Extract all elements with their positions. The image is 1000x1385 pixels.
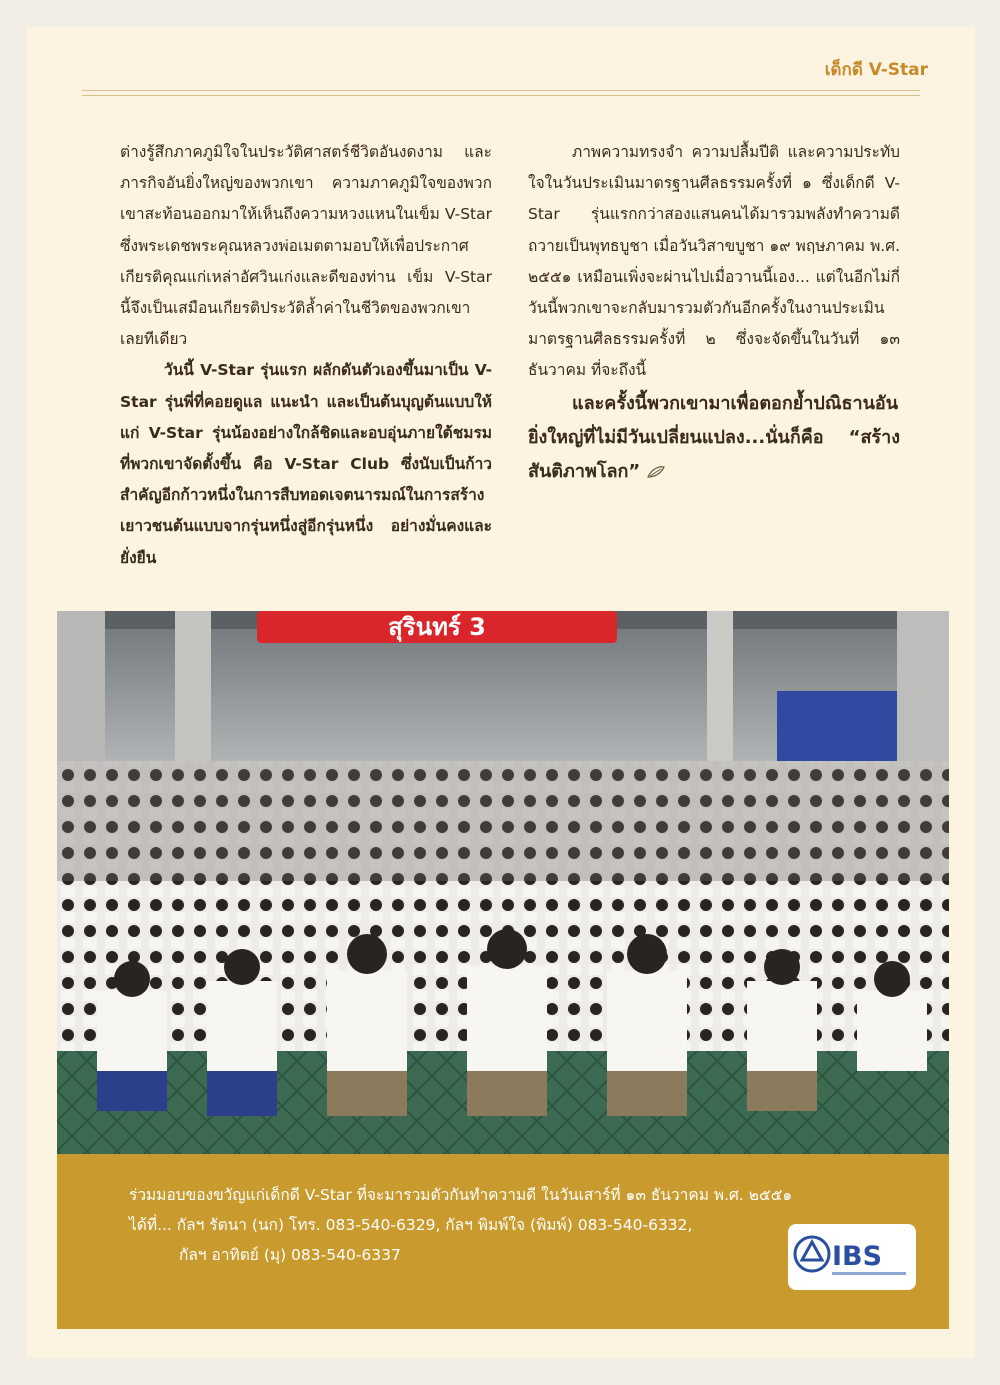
ibs-logo-text: IBS — [832, 1241, 883, 1272]
left-column — [120, 137, 492, 574]
photo-banner-text: สุรินทร์ 3 — [388, 613, 486, 641]
right-paragraph-2 — [528, 387, 900, 489]
caption-band — [57, 1154, 949, 1329]
ibs-emblem-icon — [788, 1224, 916, 1290]
caption-line-1: ร่วมมอบของขวัญแก่เด็กดี V-Star ที่จะมารวมตัวกันทำความดี ในวันเสาร์ที่ ๑๓ ธันวาคม พ.ศ. ๒๕๕๑ — [129, 1186, 793, 1204]
event-photo — [57, 611, 949, 1154]
leaf-end-mark-icon — [647, 466, 665, 478]
left-paragraph-1: ต่างรู้สึกภาคภูมิใจในประวัติศาสตร์ชีวิตอันงดงาม และภารกิจอันยิ่งใหญ่ของพวกเขา ความภาคภูมิใจของพวกเขาสะท้อนออกมาให้เห็นถึงความหวงแหนในเข็ม V-Star ซึ่งพระเดชพระคุณหลวงพ่อเมตตามอบให้เพื่อประกาศเกียรติคุณแก่เหล่าอัศวินเก่งและดีของท่าน เข็ม V-Star นี้จึงเป็นเสมือนเกียรติประวัติล้ำค่าในชีวิตของพวกเขาเลยทีเดียว — [120, 143, 492, 349]
left-paragraph-2: วันนี้ V-Star รุ่นแรก ผลักดันตัวเองขึ้นมาเป็น V-Star รุ่นพี่ที่คอยดูแล แนะนำ และเป็นต้นบุญต้นแบบให้แก่ V-Star รุ่นน้องอย่างใกล้ชิดและอบอุ่นภายใต้ชมรมที่พวกเขาจัดตั้งขึ้น คือ V-Star Club ซึ่งนับเป็นก้าวสำคัญอีกก้าวหนึ่งในการสืบทอดเจตนารมณ์ในการสร้างเยาวชนต้นแบบจากรุ่นหนึ่งสู่อีกรุ่นหนึ่ง อย่างมั่นคงและยั่งยืน — [120, 361, 492, 567]
right-paragraph-1: ภาพความทรงจำ ความปลื้มปีติ และความประทับใจในวันประเมินมาตรฐานศีลธรรมครั้งที่ ๑ ซึ่งเด็กดี V-Star รุ่นแรกกว่าสองแสนคนได้มารวมพลังทำความดีถวายเป็นพุทธบูชา เมื่อวันวิสาขบูชา ๑๙ พฤษภาคม พ.ศ. ๒๕๕๑ เหมือนเพิ่งจะผ่านไปเมื่อวานนี้เอง... แต่ในอีกไม่กี่วันนี้พวกเขาจะกลับมารวมตัวกันอีกครั้งในงานประเมินมาตรฐานศีลธรรมครั้งที่ ๒ ซึ่งจะจัดขึ้นในวันที่ ๑๓ ธันวาคม ที่จะถึงนี้ — [528, 143, 900, 380]
right-paragraph-2-text: และครั้งนี้พวกเขามาเพื่อตอกย้ำปณิธานอันยิ่งใหญ่ที่ไม่มีวันเปลี่ยนแปลง...นั่นก็คือ “สร้างสันติภาพโลก” — [528, 392, 900, 482]
section-label: เด็กดี V-Star — [824, 60, 928, 80]
caption-text — [129, 1180, 792, 1270]
ibs-logo — [788, 1224, 916, 1290]
right-column — [528, 137, 900, 489]
caption-line-2: ได้ที่... กัลฯ รัตนา (นก) โทร. 083-540-6329, กัลฯ พิมพ์ใจ (พิมพ์) 083-540-6332, — [129, 1216, 693, 1234]
caption-line-3: กัลฯ อาทิตย์ (มุ) 083-540-6337 — [179, 1246, 401, 1264]
crowd-photo-illustration — [57, 611, 949, 1154]
header-divider — [82, 90, 920, 96]
